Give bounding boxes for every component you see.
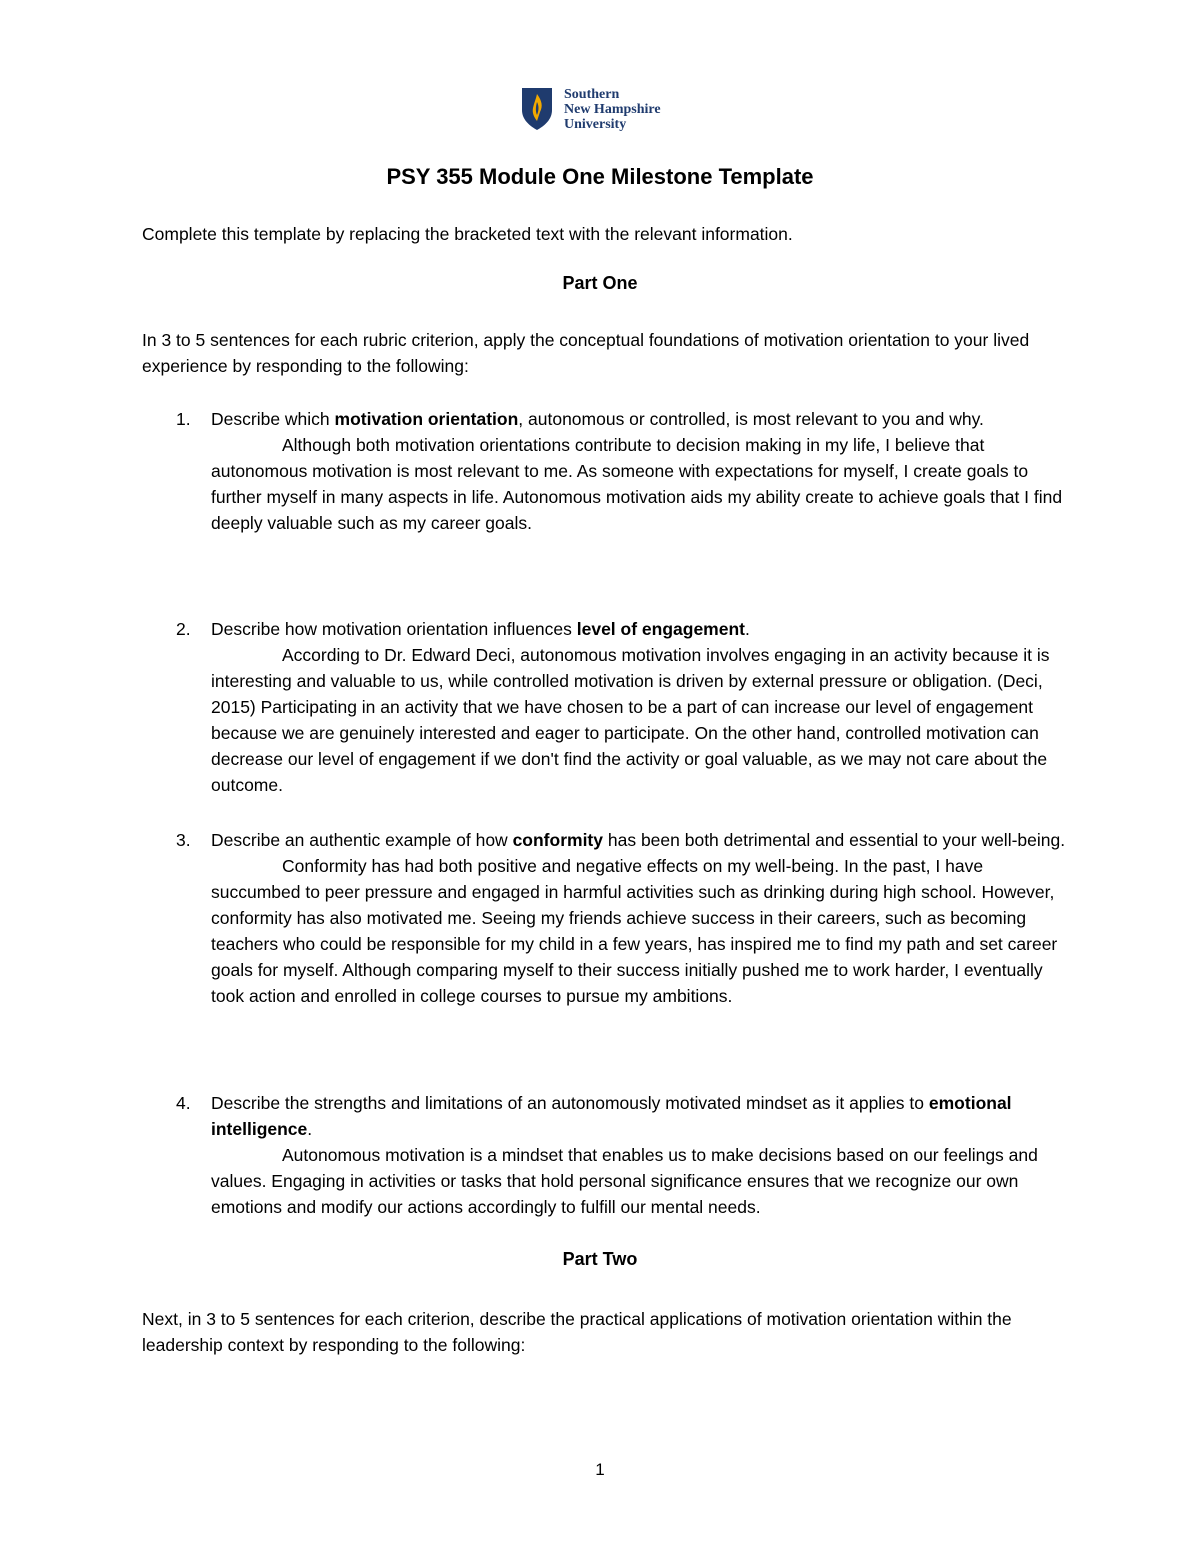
logo-line-1: Southern [564,86,620,102]
university-logo [520,84,700,134]
question-key-term: conformity [512,830,603,850]
list-item-number: 2. [176,619,191,639]
answer-text: According to Dr. Edward Deci, autonomous motivation involves engaging in an activity because it is interesting and valuable to us, while controlled motivation is driven by external pressure or obligation. (Deci, 2015) Participating in an activity that we have chosen to be a part of can increase our level of engagement because we are genuinely interested and eager to participate. On the other hand, controlled motivation can decrease our level of engagement if we don't find the activity or goal valuable, as we may not care about the outcome. [211,645,1050,795]
question-suffix: , autonomous or controlled, is most relevant to you and why. [518,409,984,429]
part-two-heading: Part Two [562,1249,638,1269]
flame-shield-icon [520,86,554,132]
question-text [211,1090,1072,1142]
question-key-term: emotional intelligence [211,1093,1012,1139]
list-item-number: 1. [176,409,191,429]
logo-wordmark [564,87,661,132]
question-key-term: motivation orientation [334,409,519,429]
intro-text: Complete this template by replacing the bracketed text with the relevant information. [142,224,793,244]
part-two-instructions: Next, in 3 to 5 sentences for each criterion, describe the practical applications of motivation orientation within the leadership context by responding to the following: [142,1309,1012,1355]
page-number: 1 [595,1460,605,1479]
list-item-number: 3. [176,830,191,850]
question-text [211,406,1072,432]
part-one-heading: Part One [562,273,638,293]
part-one-instructions: In 3 to 5 sentences for each rubric criterion, apply the conceptual foundations of motivation orientation to your lived experience by responding to the following: [142,330,1030,376]
question-key-term: level of engagement [576,619,745,639]
list-item-3 [142,827,1072,1009]
answer-text: Although both motivation orientations contribute to decision making in my life, I believe that autonomous motivation is most relevant to me. As someone with expectations for myself, I create goals to further myself in many aspects in life. Autonomous motivation aids my ability create to achieve goals that I find deeply valuable such as my career goals. [211,435,1063,533]
question-prefix: Describe which [211,409,335,429]
logo-line-2: New Hampshire [564,101,661,117]
question-text [211,827,1072,853]
question-prefix: Describe the strengths and limitations of an autonomously motivated mindset as it applies to [211,1093,929,1113]
document-title: PSY 355 Module One Milestone Template [386,164,814,189]
question-suffix: . [745,619,750,639]
question-prefix: Describe an authentic example of how [211,830,513,850]
answer-text: Conformity has had both positive and negative effects on my well-being. In the past, I have succumbed to peer pressure and engaged in harmful activities such as drinking during high school. However, conformity has also motivated me. Seeing my friends achieve success in their careers, such as becoming teachers who could be responsible for my child in a few years, has inspired me to find my path and set career goals for myself. Although comparing myself to their success initially pushed me to work harder, I eventually took action and enrolled in college courses to pursue my ambitions. [211,856,1058,1006]
list-item-2 [142,616,1072,798]
question-prefix: Describe how motivation orientation influences [211,619,577,639]
question-suffix: . [307,1119,313,1139]
answer-text: Autonomous motivation is a mindset that enables us to make decisions based on our feelings and values. Engaging in activities or tasks that hold personal significance ensures that we recognize our own emotions and modify our actions accordingly to fulfill our mental needs. [211,1145,1038,1217]
list-item-1 [142,406,1072,536]
question-suffix: has been both detrimental and essential to your well-being. [603,830,1066,850]
list-item-4 [142,1090,1072,1220]
list-item-number: 4. [176,1093,191,1113]
question-text [211,616,1072,642]
logo-line-3: University [564,116,627,132]
